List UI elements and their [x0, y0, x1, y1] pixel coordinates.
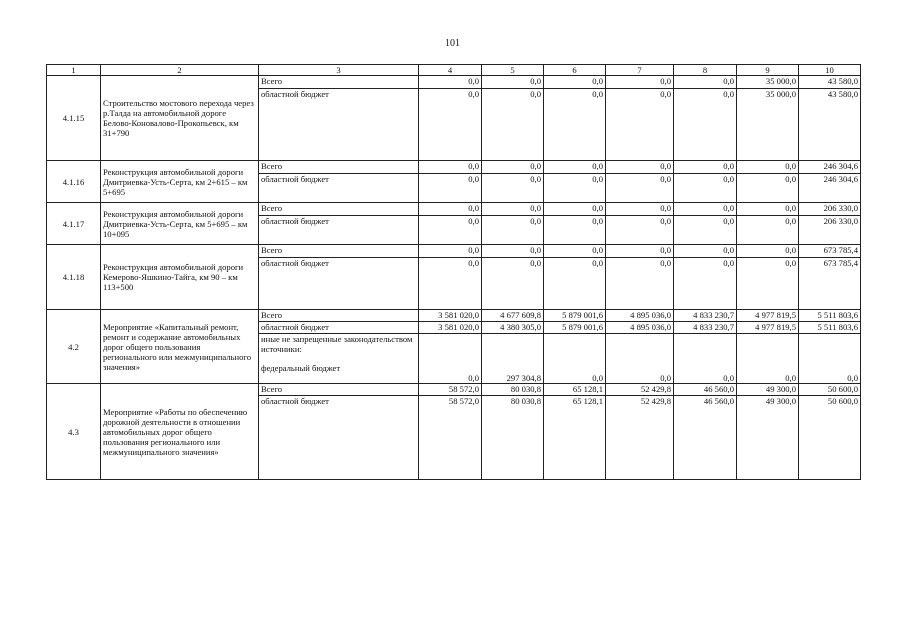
value-cell: 0,0 — [674, 258, 737, 310]
value-cell: 0,0 — [544, 245, 606, 258]
value-cell: 4 380 305,0 — [482, 322, 544, 334]
value-cell: 206 330,0 — [799, 203, 861, 216]
value-cell: 3 581 020,0 — [419, 310, 482, 322]
value-cell: 0,0 — [737, 334, 799, 384]
value-cell: 65 128,1 — [544, 396, 606, 480]
page-number: 101 — [445, 38, 460, 49]
value-cell: 0,0 — [544, 161, 606, 174]
value-cell: 0,0 — [606, 334, 674, 384]
value-cell: 50 600,0 — [799, 384, 861, 396]
value-cell: 0,0 — [674, 174, 737, 203]
value-cell: 0,0 — [419, 174, 482, 203]
source-label: областной бюджет — [259, 322, 419, 334]
value-cell: 46 560,0 — [674, 384, 737, 396]
value-cell: 0,0 — [419, 76, 482, 89]
column-header: 10 — [799, 65, 861, 76]
value-cell: 0,0 — [737, 245, 799, 258]
value-cell: 0,0 — [606, 174, 674, 203]
source-label — [259, 334, 419, 384]
column-header: 4 — [419, 65, 482, 76]
other-sources-label: иные не запрещенные законодательством источники: — [261, 334, 413, 354]
value-cell: 0,0 — [482, 245, 544, 258]
value-cell: 297 304,8 — [482, 334, 544, 384]
value-cell: 5 511 803,6 — [799, 310, 861, 322]
value-cell: 0,0 — [674, 161, 737, 174]
value-cell: 0,0 — [419, 203, 482, 216]
column-header: 1 — [47, 65, 101, 76]
value-cell: 0,0 — [482, 174, 544, 203]
row-code: 4.1.16 — [47, 161, 101, 203]
value-cell: 0,0 — [544, 334, 606, 384]
row-code: 4.2 — [47, 310, 101, 384]
row-name: Реконструкция автомобильной дороги Дмитриевка-Усть-Серта, км 5+695 – км 10+095 — [101, 203, 259, 245]
value-cell: 4 895 036,0 — [606, 322, 674, 334]
federal-budget-label: федеральный бюджет — [261, 363, 341, 373]
value-cell: 246 304,6 — [799, 174, 861, 203]
source-label: Всего — [259, 245, 419, 258]
value-cell: 0,0 — [419, 258, 482, 310]
value-cell: 0,0 — [674, 76, 737, 89]
value-cell: 0,0 — [606, 245, 674, 258]
value-cell: 0,0 — [482, 203, 544, 216]
value-cell: 80 030,8 — [482, 396, 544, 480]
value-cell: 43 580,0 — [799, 89, 861, 161]
value-cell: 52 429,8 — [606, 396, 674, 480]
value-cell: 206 330,0 — [799, 216, 861, 245]
value-cell: 673 785,4 — [799, 245, 861, 258]
source-label: Всего — [259, 310, 419, 322]
value-cell: 5 879 001,6 — [544, 310, 606, 322]
row-code: 4.1.15 — [47, 76, 101, 161]
value-cell: 0,0 — [482, 258, 544, 310]
value-cell: 5 879 001,6 — [544, 322, 606, 334]
value-cell: 0,0 — [544, 203, 606, 216]
source-label: Всего — [259, 384, 419, 396]
value-cell: 46 560,0 — [674, 396, 737, 480]
value-cell: 0,0 — [419, 216, 482, 245]
value-cell: 0,0 — [737, 174, 799, 203]
column-header: 6 — [544, 65, 606, 76]
value-cell: 49 300,0 — [737, 396, 799, 480]
column-number-row — [47, 65, 861, 76]
source-label: областной бюджет — [259, 174, 419, 203]
table-row — [47, 384, 861, 396]
value-cell: 35 000,0 — [737, 76, 799, 89]
table-row — [47, 161, 861, 174]
column-header: 8 — [674, 65, 737, 76]
value-cell: 0,0 — [737, 258, 799, 310]
value-cell: 0,0 — [482, 161, 544, 174]
value-cell: 58 572,0 — [419, 396, 482, 480]
value-cell: 49 300,0 — [737, 384, 799, 396]
value-cell: 0,0 — [674, 216, 737, 245]
value-cell: 4 833 230,7 — [674, 310, 737, 322]
value-cell: 4 833 230,7 — [674, 322, 737, 334]
value-cell: 43 580,0 — [799, 76, 861, 89]
value-cell: 4 677 609,8 — [482, 310, 544, 322]
table-row — [47, 203, 861, 216]
column-header: 5 — [482, 65, 544, 76]
value-cell: 4 977 819,5 — [737, 310, 799, 322]
value-cell: 50 600,0 — [799, 396, 861, 480]
value-cell: 58 572,0 — [419, 384, 482, 396]
value-cell: 3 581 020,0 — [419, 322, 482, 334]
value-cell: 0,0 — [799, 334, 861, 384]
value-cell: 0,0 — [737, 203, 799, 216]
source-label: областной бюджет — [259, 216, 419, 245]
value-cell: 673 785,4 — [799, 258, 861, 310]
source-label: областной бюджет — [259, 396, 419, 480]
value-cell: 246 304,6 — [799, 161, 861, 174]
table-row — [47, 310, 861, 322]
column-header: 2 — [101, 65, 259, 76]
value-cell: 0,0 — [606, 161, 674, 174]
value-cell: 0,0 — [737, 216, 799, 245]
budget-table — [46, 64, 861, 480]
row-name: Строительство мостового перехода через р.Талда на автомобильной дороге Белово-Коновалово-Прокопьевск, км 31+790 — [101, 76, 259, 161]
value-cell: 0,0 — [482, 76, 544, 89]
value-cell: 52 429,8 — [606, 384, 674, 396]
row-name: Мероприятие «Капитальный ремонт, ремонт и содержание автомобильных дорог общего пользования регионального или межмуниципального значения» — [101, 310, 259, 384]
value-cell: 0,0 — [544, 216, 606, 245]
value-cell: 35 000,0 — [737, 89, 799, 161]
value-cell: 0,0 — [544, 76, 606, 89]
row-name: Мероприятие «Работы по обеспечению дорожной деятельности в отношении автомобильных дорог общего пользования регионального или межмуниципального значения» — [101, 384, 259, 480]
value-cell: 0,0 — [674, 334, 737, 384]
row-code: 4.1.18 — [47, 245, 101, 310]
value-cell: 0,0 — [419, 161, 482, 174]
value-cell: 4 895 036,0 — [606, 310, 674, 322]
column-header: 3 — [259, 65, 419, 76]
value-cell: 0,0 — [419, 245, 482, 258]
value-cell: 0,0 — [606, 203, 674, 216]
value-cell: 0,0 — [606, 76, 674, 89]
value-cell: 0,0 — [674, 245, 737, 258]
value-cell: 0,0 — [737, 161, 799, 174]
value-cell: 0,0 — [482, 89, 544, 161]
table-row — [47, 76, 861, 89]
row-name: Реконструкция автомобильной дороги Кемерово-Яшкино-Тайга, км 90 – км 113+500 — [101, 245, 259, 310]
value-cell: 0,0 — [674, 89, 737, 161]
source-label: областной бюджет — [259, 258, 419, 310]
source-label: Всего — [259, 161, 419, 174]
value-cell: 0,0 — [544, 258, 606, 310]
row-code: 4.1.17 — [47, 203, 101, 245]
value-cell: 0,0 — [419, 89, 482, 161]
source-label: областной бюджет — [259, 89, 419, 161]
value-cell: 80 030,8 — [482, 384, 544, 396]
value-cell: 4 977 819,5 — [737, 322, 799, 334]
value-cell: 5 511 803,6 — [799, 322, 861, 334]
value-cell: 0,0 — [674, 203, 737, 216]
value-cell: 0,0 — [606, 216, 674, 245]
value-cell: 0,0 — [606, 258, 674, 310]
row-code: 4.3 — [47, 384, 101, 480]
row-name: Реконструкция автомобильной дороги Дмитриевка-Усть-Серта, км 2+615 – км 5+695 — [101, 161, 259, 203]
value-cell: 0,0 — [606, 89, 674, 161]
table-row — [47, 245, 861, 258]
value-cell: 0,0 — [544, 89, 606, 161]
source-label: Всего — [259, 76, 419, 89]
value-cell: 65 128,1 — [544, 384, 606, 396]
column-header: 9 — [737, 65, 799, 76]
value-cell: 0,0 — [544, 174, 606, 203]
value-cell: 0,0 — [419, 334, 482, 384]
value-cell: 0,0 — [482, 216, 544, 245]
column-header: 7 — [606, 65, 674, 76]
source-label: Всего — [259, 203, 419, 216]
